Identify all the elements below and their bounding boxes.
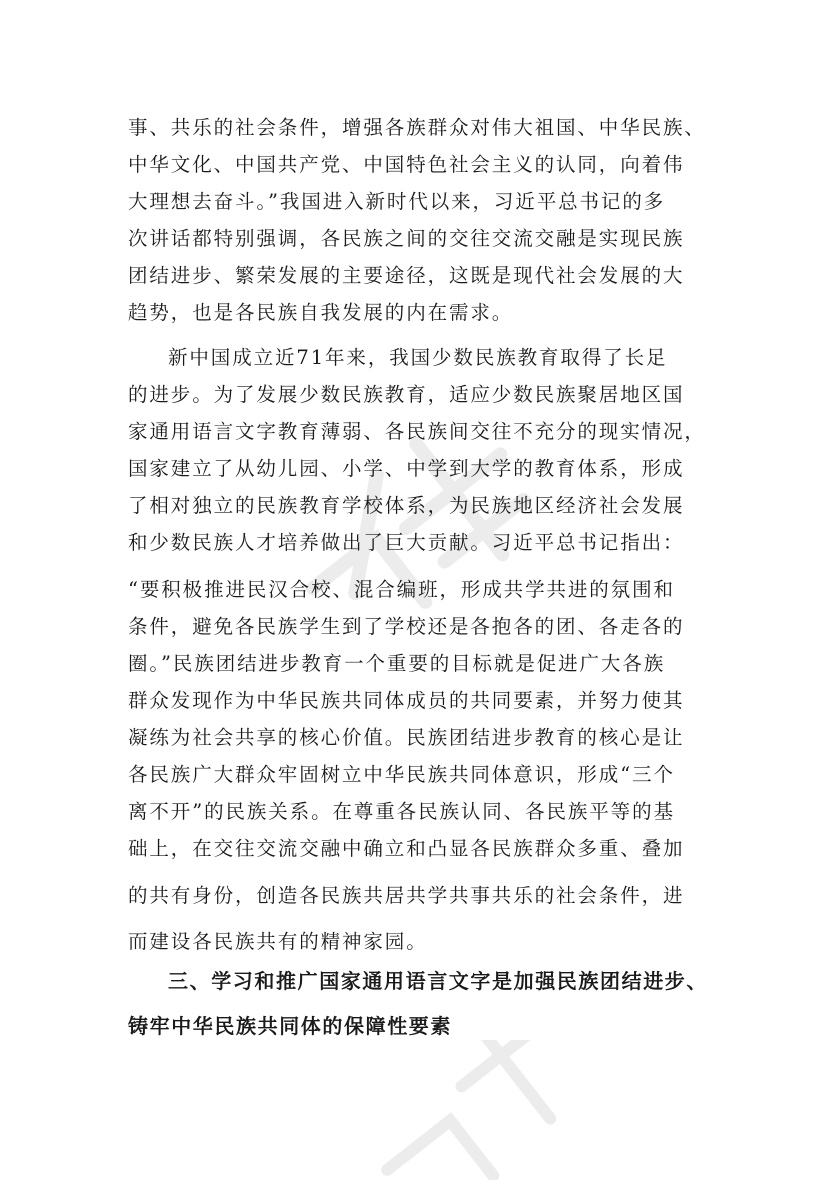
paragraph-1-line-6: 趋势，也是各民族自我发展的内在需求。 bbox=[128, 301, 514, 324]
watermark-graphic-bottom bbox=[350, 1040, 610, 1180]
paragraph-2-line-1: 新中国成立近71年来，我国少数民族教育取得了长足 bbox=[168, 346, 668, 369]
paragraph-2-line-11: 凝练为社会共享的核心价值。民族团结进步教育的核心是让 bbox=[128, 726, 685, 749]
paragraph-2-line-13: 离不开”的民族关系。在尊重各民族认同、各民族平等的基 bbox=[128, 800, 675, 823]
paragraph-2-line-16: 而建设各民族共有的精神家园。 bbox=[128, 930, 428, 953]
paragraph-2-line-12: 各民族广大群众牢固树立中华民族共同体意识，形成“三个 bbox=[128, 763, 675, 786]
paragraph-1-line-3: 大理想去奋斗。”我国进入新时代以来，习近平总书记的多 bbox=[128, 190, 666, 213]
paragraph-1-line-5: 团结进步、繁荣发展的主要途径，这既是现代社会发展的大 bbox=[128, 264, 685, 287]
paragraph-2-line-8: 条件，避免各民族学生到了学校还是各抱各的团、各走各的 bbox=[128, 615, 685, 638]
paragraph-1-line-4: 次讲话都特别强调，各民族之间的交往交流交融是实现民族 bbox=[128, 227, 685, 250]
paragraph-2-line-2: 的进步。为了发展少数民族教育，适应少数民族聚居地区国 bbox=[128, 383, 685, 406]
paragraph-2-line-14: 础上，在交往交流交融中确立和凸显各民族群众多重、叠加 bbox=[128, 837, 685, 860]
paragraph-2-line-5: 了相对独立的民族教育学校体系，为民族地区经济社会发展 bbox=[128, 494, 685, 517]
paragraph-1-line-2: 中华文化、中国共产党、中国特色社会主义的认同，向着伟 bbox=[128, 153, 685, 176]
section-heading-line-2: 铸牢中华民族共同体的保障性要素 bbox=[128, 1014, 452, 1038]
paragraph-2-line-7: “要积极推进民汉合校、混合编班，形成共学共进的氛围和 bbox=[128, 578, 675, 601]
section-heading-line-1: 三、学习和推广国家通用语言文字是加强民族团结进步、 bbox=[168, 969, 708, 993]
paragraph-2-line-10: 群众发现作为中华民族共同体成员的共同要素，并努力使其 bbox=[128, 689, 685, 712]
paragraph-1-line-1: 事、共乐的社会条件，增强各族群众对伟大祖国、中华民族、 bbox=[128, 116, 706, 139]
paragraph-2-line-4: 国家建立了从幼儿园、小学、中学到大学的教育体系，形成 bbox=[128, 457, 685, 480]
paragraph-2-line-6: 和少数民族人才培养做出了巨大贡献。习近平总书记指出： bbox=[128, 531, 685, 554]
paragraph-2-line-15: 的共有身份，创造各民族共居共学共事共乐的社会条件，进 bbox=[128, 884, 685, 907]
paragraph-2-line-9: 圈。”民族团结进步教育一个重要的目标就是促进广大各族 bbox=[128, 652, 666, 675]
paragraph-2-line-3: 家通用语言文字教育薄弱、各民族间交往不充分的现实情况， bbox=[128, 420, 706, 443]
